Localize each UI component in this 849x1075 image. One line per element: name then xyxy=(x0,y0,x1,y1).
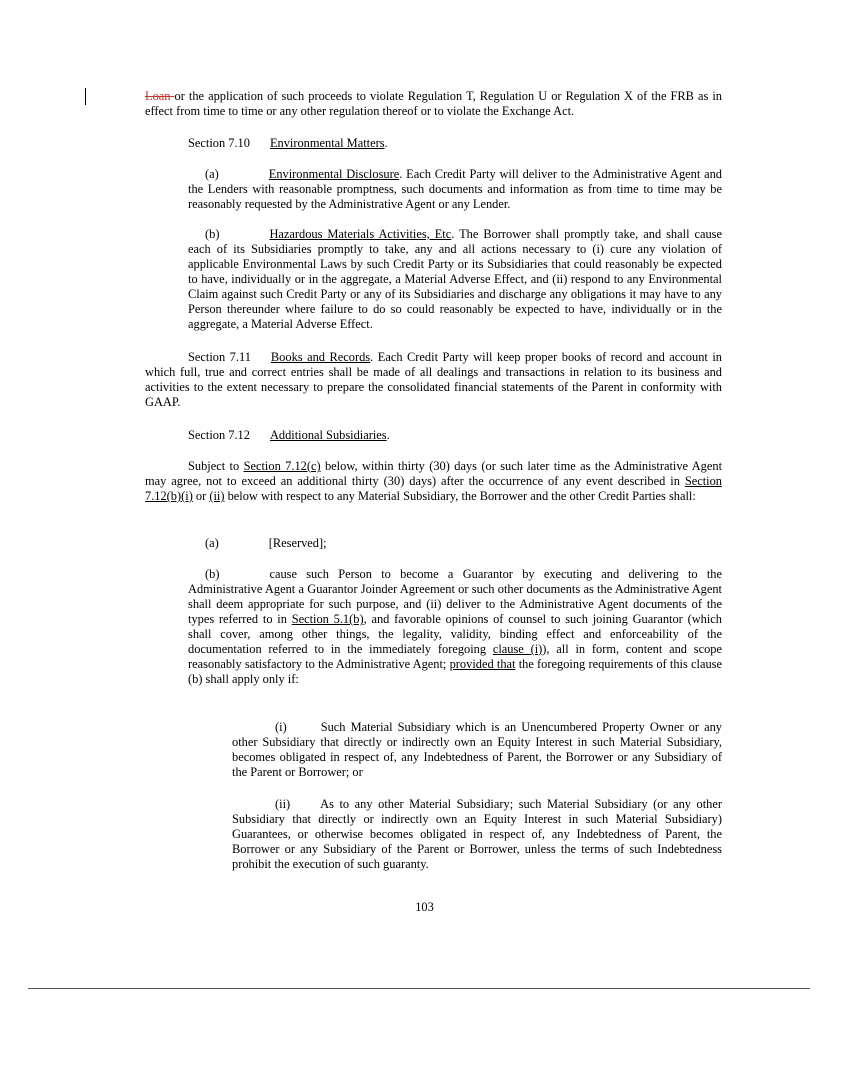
paragraph-7-10-a: (a) Environmental Disclosure. Each Credit Party will deliver to the Administrative Agent and the Lenders with reasonable promptness, such documents and information as from time to time may be reasonably requested by the Administrative Agent or any Lender. xyxy=(188,167,722,211)
paragraph-7-12-b-i: (i) Such Material Subsidiary which is an Unencumbered Property Owner or any other Subsidiary that directly or indirectly own an Equity Interest in such Material Subsidiary, becomes obligated in respect of, any Indebtedness of Parent, the Borrower or any Subsidiary of the Parent or Borrower; or xyxy=(232,720,722,779)
paragraph-7-10-b: (b) Hazardous Materials Activities, Etc. The Borrower shall promptly take, and shall cause each of its Subsidiaries promptly to take, any and all actions necessary to (i) cure any violation of applicable Environmental Laws by such Credit Party or its Subsidiaries that could reasonably be expected to have, individually or in the aggregate, a Material Adverse Effect, and (ii) respond to any Environmental Claim against such Credit Party or any of its Subsidiaries and discharge any obligations it may have to any Person thereunder where failure to do so could reasonably be expected to have, individually or in the aggregate, a Material Adverse Effect. xyxy=(188,227,723,331)
page-number: 103 xyxy=(415,900,434,914)
section-heading-7-10: Section 7.10 Environmental Matters. xyxy=(188,136,388,150)
section-heading-7-12: Section 7.12 Additional Subsidiaries. xyxy=(188,428,390,442)
paragraph-7-12-b: (b) cause such Person to become a Guarantor by executing and delivering to the Administrative Agent a Guarantor Joinder Agreement or such other documents as the Administrative Agent shall deem appropriate for such purpose, and (ii) deliver to the Administrative Agent documents of the types referred to in Section 5.1(b), and favorable opinions of counsel to such joining Guarantor (which shall cover, among other things, the legality, validity, binding effect and enforceability of the documentation referred to in the immediately foregoing clause (i)), all in form, content and scope reasonably satisfactory to the Administrative Agent; provided that the foregoing requirements of this clause (b) shall apply only if: xyxy=(188,567,722,686)
paragraph-use-of-proceeds: Loan or the application of such proceeds to violate Regulation T, Regulation U or Regulation X of the FRB as in effect from time to time or any other regulation thereof or to violate the Exchange Act. xyxy=(145,89,723,118)
paragraph-7-12-b-ii: (ii) As to any other Material Subsidiary; such Material Subsidiary (or any other Subsidiary that directly or indirectly own an Equity Interest in such Material Subsidiary) Guarantees, or otherwise becomes obligated in respect of, any Indebtedness of Parent, the Borrower or any Subsidiary of the Parent or Borrower, unless the terms of such Indebtedness prohibit the execution of such guaranty. xyxy=(232,797,722,871)
deleted-text: Loan xyxy=(145,89,175,103)
revision-change-bar xyxy=(85,88,86,105)
paragraph-7-12-intro: Subject to Section 7.12(c) below, within thirty (30) days (or such later time as the Administrative Agent may agree, not to exceed an additional thirty (30) days) after the occurrence of any event described in Section 7.12(b)(i) or (ii) below with respect to any Material Subsidiary, the Borrower and the other Credit Parties shall: xyxy=(145,459,723,503)
footer-divider xyxy=(28,988,810,989)
paragraph-7-12-a: (a) [Reserved]; xyxy=(205,536,327,550)
paragraph-7-11: Section 7.11 Books and Records. Each Credit Party will keep proper books of record and account in which full, true and correct entries shall be made of all dealings and transactions in relation to its business and activities to the extent necessary to prepare the consolidated financial statements of the Parent in conformity with GAAP. xyxy=(145,350,722,409)
